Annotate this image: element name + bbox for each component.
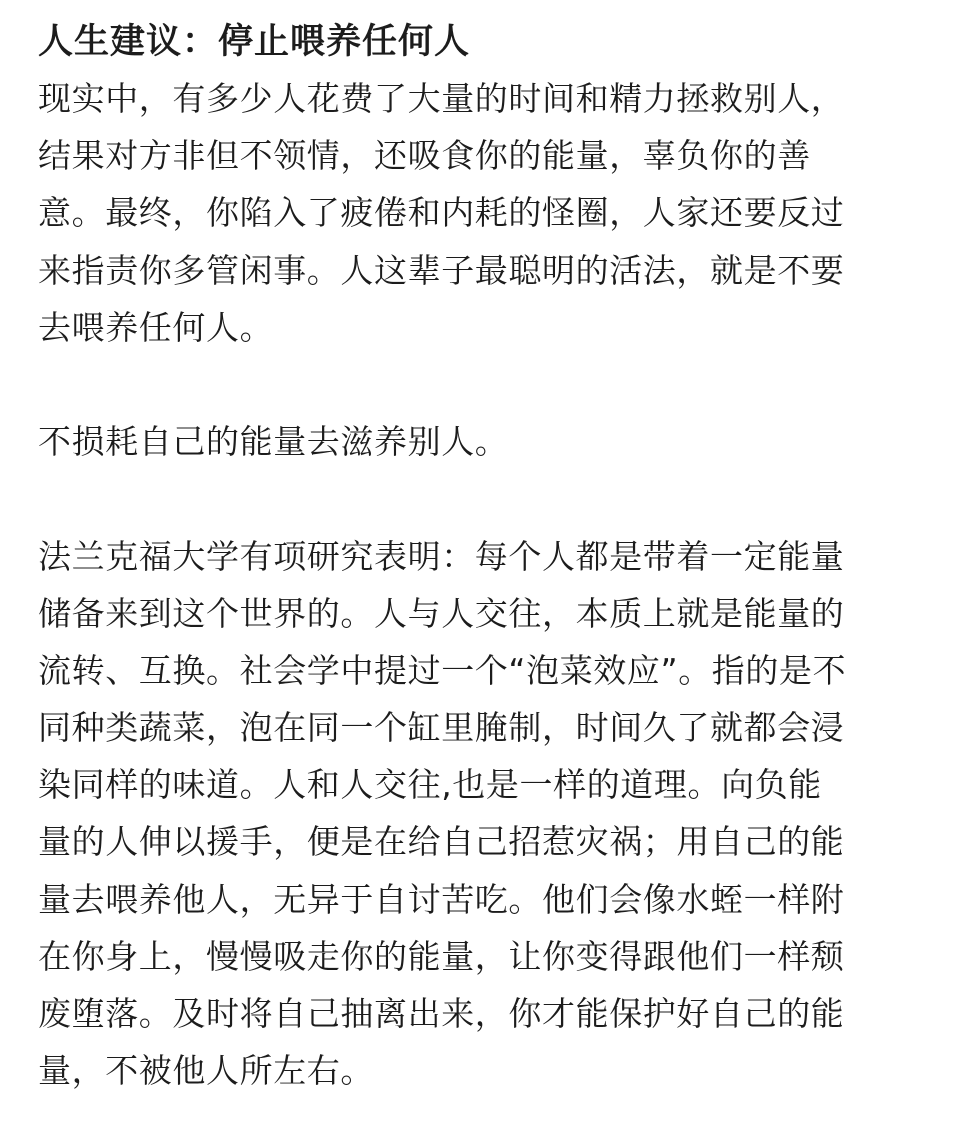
paragraph-2 <box>38 413 928 470</box>
paragraph-line: 量去喂养他人，无异于自讨苦吃。他们会像水蛭一样附 <box>38 879 845 919</box>
article <box>38 14 928 1099</box>
paragraph-line: 法兰克福大学有项研究表明：每个人都是带着一定能量 <box>38 536 845 576</box>
paragraph-line: 废堕落。及时将自己抽离出来，你才能保护好自己的能 <box>38 994 845 1033</box>
paragraph-line: 量的人伸以援手，便是在给自己招惹灾祸；用自己的能 <box>38 822 845 862</box>
paragraph-3 <box>38 528 928 1100</box>
paragraph-gap <box>38 470 928 527</box>
paragraph-line: 量，不被他人所左右。 <box>38 1051 374 1091</box>
paragraph-gap <box>38 356 928 413</box>
paragraph-line: 意。最终，你陷入了疲倦和内耗的怪圈，人家还要反过 <box>38 193 845 233</box>
paragraph-line: 结果对方非但不领情，还吸食你的能量，辜负你的善 <box>38 136 811 176</box>
paragraph-line: 在你身上，慢慢吸走你的能量，让你变得跟他们一样颓 <box>38 936 845 976</box>
paragraph-1 <box>38 70 928 356</box>
paragraph-line: 同种类蔬菜，泡在同一个缸里腌制，时间久了就都会浸 <box>38 708 845 748</box>
article-title: 人生建议：停止喂养任何人 <box>38 22 471 62</box>
paragraph-line: 储备来到这个世界的。人与人交往，本质上就是能量的 <box>38 593 845 633</box>
paragraph-line: 染同样的味道。人和人交往,也是一样的道理。向负能 <box>38 765 822 805</box>
paragraph-line: 不损耗自己的能量去滋养别人。 <box>38 422 509 462</box>
paragraph-line: 流转、互换。社会学中提过一个“泡菜效应”。指的是不 <box>38 650 847 690</box>
paragraph-line: 去喂养任何人。 <box>38 307 274 347</box>
paragraph-line: 现实中，有多少人花费了大量的时间和精力拯救别人， <box>38 79 845 118</box>
paragraph-line: 来指责你多管闲事。人这辈子最聪明的活法，就是不要 <box>38 250 845 290</box>
